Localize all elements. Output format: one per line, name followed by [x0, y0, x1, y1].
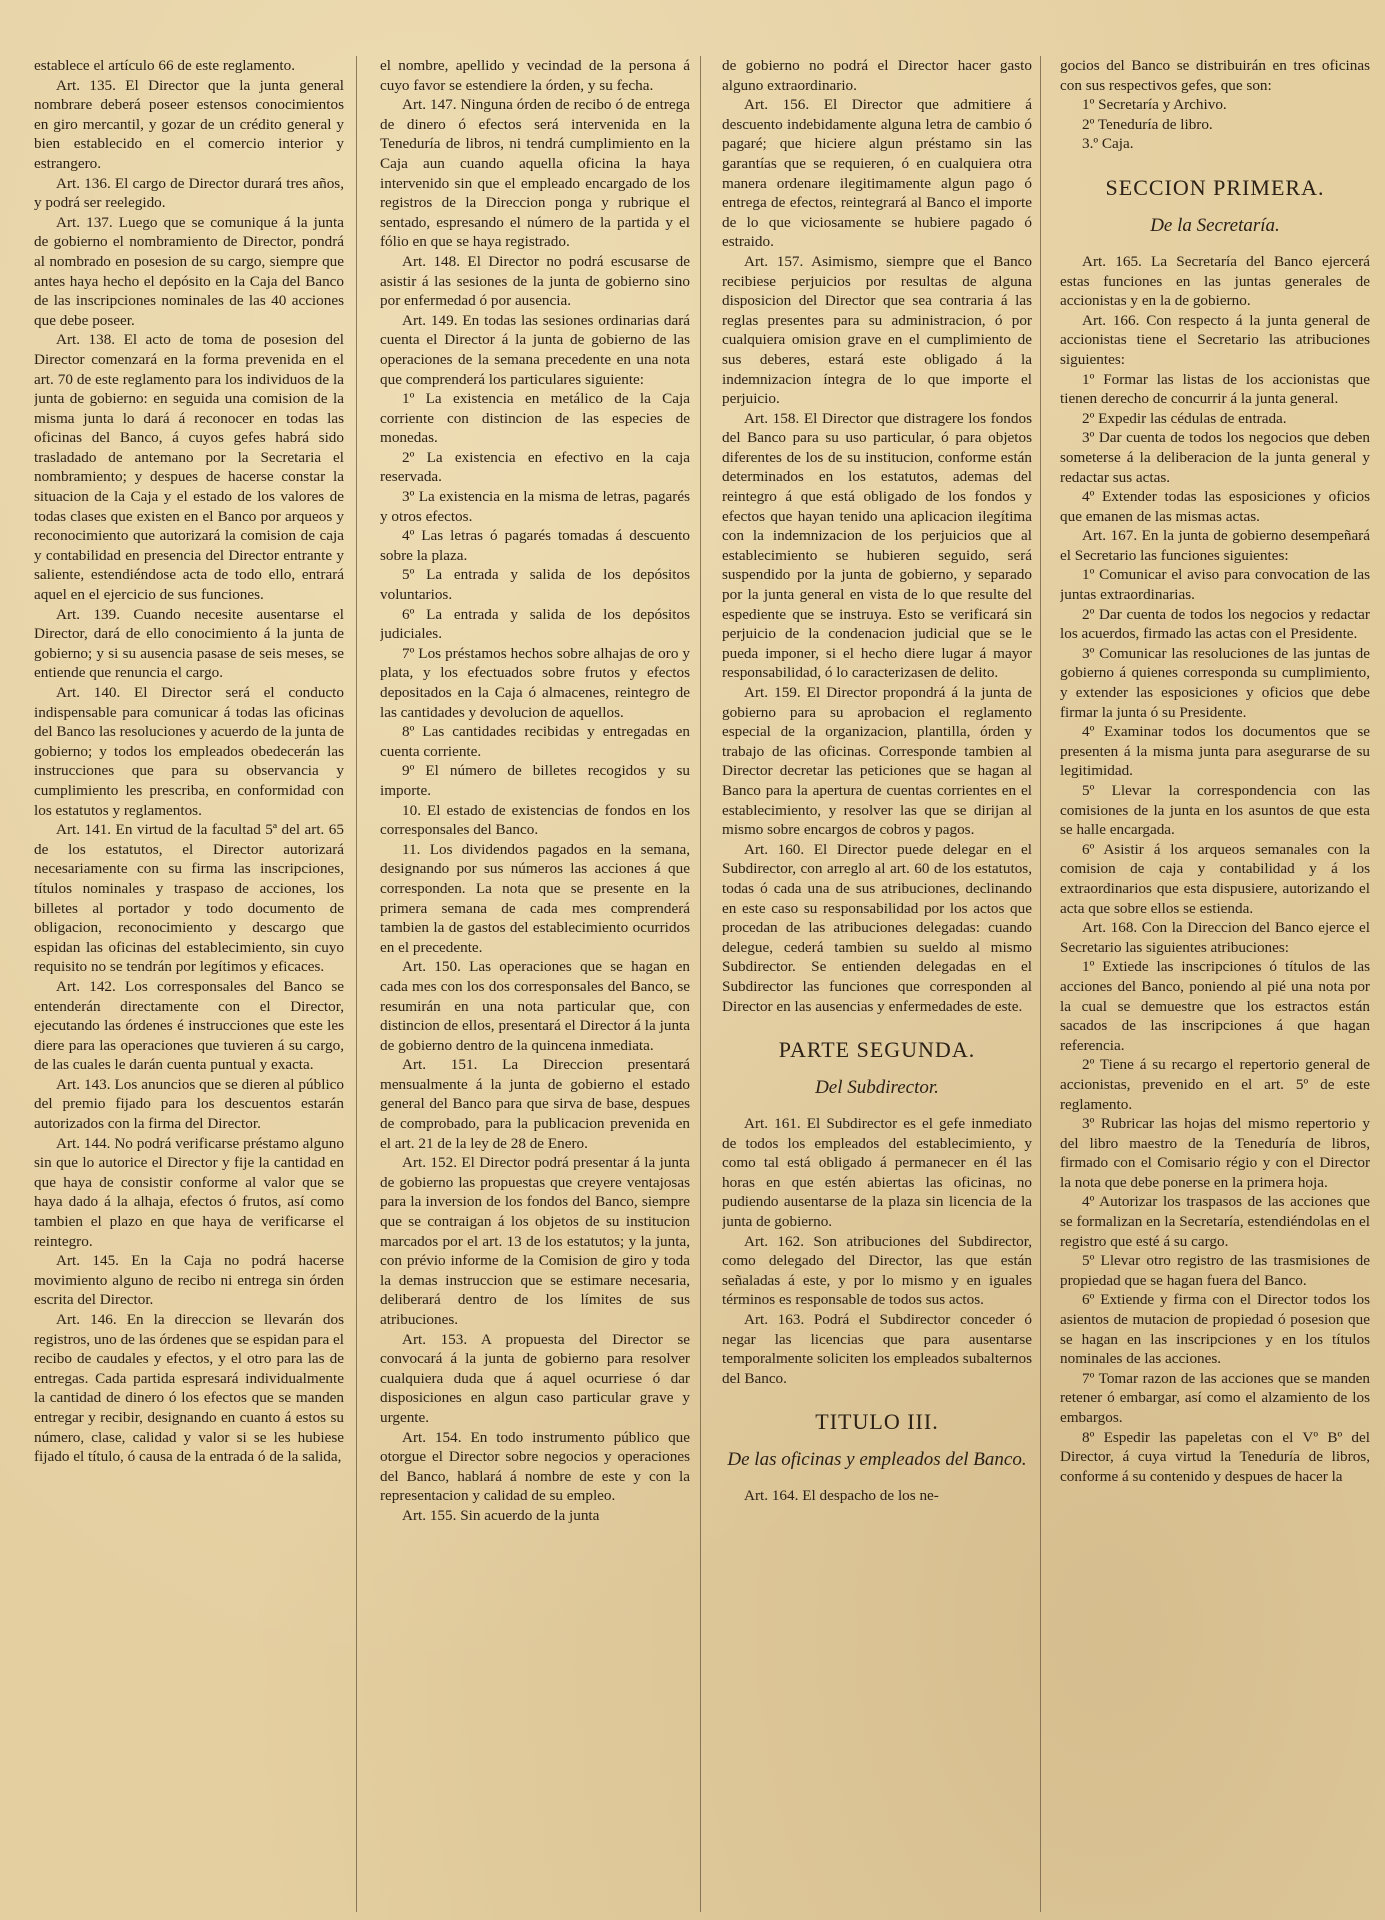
- article-paragraph: establece el artículo 66 de este reglamento.: [34, 57, 296, 74]
- list-item: 3º La existencia en la misma de letras, pagarés y otros efectos.: [380, 488, 690, 525]
- article-paragraph: Art. 136. El cargo de Director durará tres años, y podrá ser reelegido.: [34, 174, 344, 212]
- section-subheading: De las oficinas y empleados del Banco.: [727, 1449, 1027, 1471]
- section-subheading: De la Secretaría.: [1150, 214, 1280, 236]
- list-item: 6º La entrada y salida de los depósitos judiciales.: [380, 605, 690, 643]
- list-item: 3º Rubricar las hojas del mismo repertorio y del libro maestro de la Teneduría de libros, firmado con el Comisario régio y con el Director la nota que debe ponerse en la primera hoja.: [1060, 1115, 1370, 1191]
- article-paragraph: Art. 141. En virtud de la facultad 5ª del art. 65 de los estatutos, el Director autorizará necesariamente con su firma las inscripciones, títulos nominales y traspaso de acciones, los billetes al portador y todo documento de obligacion, reconocimiento y descargo que espidan las oficinas del establecimiento, sin cuyo requisito no se tendrán por legítimos y eficaces.: [34, 821, 344, 976]
- text-column-3: [722, 56, 1032, 1916]
- article-paragraph: Art. 147. Ninguna órden de recibo ó de entrega de dinero ó efectos será intervenida en la Teneduría de libros, ni tendrá cumplimiento en la Caja aun cuando aquella oficina la haya intervenido sin que el empleado encargado de los registros de la Direccion ponga y rubrique el sentado, espresando el número de la partida y el fólio en que se haya registrado.: [380, 96, 690, 251]
- list-item: 7º Los préstamos hechos sobre alhajas de oro y plata, y los efectuados sobre frutos y efectos depositados en la Caja ó almacenes, reintegro de las cantidades y devolucion de aquellos.: [380, 644, 690, 721]
- list-item: 4º Autorizar los traspasos de las acciones que se formalizan en la Secretaría, estendiéndolas en el registro que esté á su cargo.: [1060, 1193, 1370, 1250]
- list-item: 2º La existencia en efectivo en la caja reservada.: [380, 448, 690, 486]
- article-paragraph: Art. 168. Con la Direccion del Banco ejerce el Secretario las siguientes atribuciones:: [1060, 919, 1370, 956]
- article-paragraph: Art. 165. La Secretaría del Banco ejercerá estas funciones en las juntas generales de accionistas y en la de gobierno.: [1060, 252, 1370, 310]
- article-paragraph: de gobierno no podrá el Director hacer gasto alguno extraordinario.: [722, 57, 1032, 94]
- article-paragraph: Art. 163. Podrá el Subdirector conceder ó negar las licencias que para ausentarse temporalmente soliciten los empleados subalternos del Banco.: [722, 1311, 1032, 1387]
- list-item: 6º Asistir á los arqueos semanales con la comision de caja y contabilidad y á los extraordinarios que esta dispusiere, autorizando el acta que sobre ellos se estienda.: [1060, 840, 1370, 917]
- article-paragraph: Art. 144. No podrá verificarse préstamo alguno sin que lo autorice el Director y fije la cantidad en que haya de consistir conforme al valor que se haya dado á la alhaja, efectos ó frutos, así como tambien el plazo en que haya de verificarse el reintegro.: [34, 1134, 344, 1250]
- article-paragraph: Art. 166. Con respecto á la junta general de accionistas tiene el Secretario las atribuciones siguientes:: [1060, 311, 1370, 368]
- list-item: 1º La existencia en metálico de la Caja corriente con distincion de las especies de monedas.: [380, 390, 690, 447]
- text-column-2: [380, 56, 690, 1916]
- article-paragraph: Art. 146. En la direccion se llevarán dos registros, uno de las órdenes que se espidan para el recibo de caudales y efectos, y el otro para las de entregas. Cada partida espresará individualmente la cantidad de dinero ó los efectos que se manden entregar y recibir, designando en cuanto á estos su número, clase, calidad y valor si se les hubiese fijado el título, ó causa de la entrada ó de la salida,: [34, 1311, 344, 1466]
- article-paragraph: Art. 162. Son atribuciones del Subdirector, como delegado del Director, las que están señaladas á este, y por lo mismo y en iguales términos es responsable de todos sus actos.: [722, 1232, 1032, 1309]
- article-paragraph: Art. 139. Cuando necesite ausentarse el Director, dará de ello conocimiento á la junta de gobierno; y si su ausencia pasase de seis meses, se entiende que renuncia el cargo.: [34, 605, 344, 682]
- list-item: 5º Llevar la correspondencia con las comisiones de la junta en los asuntos de que esta se halle encargada.: [1060, 782, 1370, 839]
- article-paragraph: gocios del Banco se distribuirán en tres oficinas con sus respectivos gefes, que son:: [1060, 57, 1370, 94]
- section-heading: PARTE SEGUNDA.: [778, 1037, 976, 1063]
- list-item: 8º Las cantidades recibidas y entregadas en cuenta corriente.: [380, 723, 690, 760]
- article-paragraph: Art. 145. En la Caja no podrá hacerse movimiento alguno de recibo ni entrega sin órden escrita del Director.: [34, 1252, 344, 1309]
- text-column-1: [34, 56, 344, 1916]
- article-paragraph: Art. 167. En la junta de gobierno desempeñará el Secretario las funciones siguientes:: [1060, 527, 1370, 564]
- list-item: 8º Espedir las papeletas con el Vº Bº del Director, á cuya virtud la Teneduría de libros, conforme á su contenido y despues de hacer la: [1060, 1428, 1370, 1485]
- list-item: 1º Secretaría y Archivo.: [1082, 96, 1227, 114]
- list-item: 2º Dar cuenta de todos los negocios y redactar los acuerdos, firmado las actas con el Presidente.: [1060, 605, 1370, 643]
- list-item: 4º Examinar todos los documentos que se presenten á la misma junta para asegurarse de su legitimidad.: [1060, 723, 1370, 780]
- list-item: 1º Extiede las inscripciones ó títulos de las acciones del Banco, poniendo al pié una nota por la cual se demuestre que los estractos están sacados de las inscripciones á que hagan referencia.: [1060, 958, 1370, 1054]
- article-paragraph: Art. 156. El Director que admitiere á descuento indebidamente alguna letra de cambio ó pagaré; que hiciere algun préstamo sin las garantías que se requieren, ó en cualquiera otra manera ordenare ilegitimamente algun pago ó entrega de efectos, reintegrará al Banco el importe de lo que viciosamente se hubiere pagado ó estraido.: [722, 96, 1032, 251]
- list-item: 3.º Caja.: [1082, 135, 1134, 153]
- article-paragraph: Art. 155. Sin acuerdo de la junta: [402, 1506, 600, 1524]
- article-paragraph: Art. 153. A propuesta del Director se convocará á la junta de gobierno para resolver cualquiera duda que á aquel ocurriese ó dar disposiciones en algun caso particular grave y urgente.: [380, 1330, 690, 1426]
- article-paragraph: Art. 138. El acto de toma de posesion del Director comenzará en la forma prevenida en el art. 70 de este reglamento para los individuos de la junta de gobierno: en seguida una comision de la misma junta lo dará á reconocer en todas las oficinas del Banco, á cuyos gefes habrá sido trasladado de antemano por la Secretaria el nombramiento; y despues de hacerse constar la situacion de la Caja y el estado de los valores de todas clases que existen en el Banco por arqueos y reconocimiento que autorizará la comision de caja y contabilidad en presencia del Director entrante y saliente, estendiéndose acta de todo ello, entrará aquel en el ejercicio de sus funciones.: [34, 331, 344, 604]
- list-item: 11. Los dividendos pagados en la semana, designando por sus números las acciones á que corresponden. La nota que se presente en la primera semana de cada mes comprenderá tambien la de gastos del establecimiento ocurridos en el precedente.: [380, 840, 690, 956]
- list-item: 2º Expedir las cédulas de entrada.: [1082, 409, 1287, 427]
- section-heading: TITULO III.: [815, 1409, 939, 1435]
- article-paragraph: Art. 142. Los corresponsales del Banco se entenderán directamente con el Director, ejecutando las órdenes é instrucciones que este les diere para las operaciones que tuvieren á su cargo, de las cuales le darán cuenta puntual y exacta.: [34, 977, 344, 1074]
- section-subheading: Del Subdirector.: [815, 1077, 939, 1099]
- list-item: 2º Teneduría de libro.: [1082, 115, 1213, 133]
- article-paragraph: Art. 137. Luego que se comunique á la junta de gobierno el nombramiento de Director, pondrá al nombrado en posesion de su cargo, siempre que antes haya hecho el depósito en la Caja del Banco de las inscripciones nominales de las 40 acciones que debe poseer.: [34, 213, 344, 329]
- article-paragraph: Art. 157. Asimismo, siempre que el Banco recibiese perjuicios por resultas de alguna disposicion del Director que sea contraria á las reglas presentes para su administracion, ó por cualquiera omision grave en el cumplimiento de sus deberes, estará este obligado á la indemnizacion íntegra de lo que importe el perjuicio.: [722, 252, 1032, 408]
- list-item: 4º Las letras ó pagarés tomadas á descuento sobre la plaza.: [380, 527, 690, 564]
- article-paragraph: Art. 135. El Director que la junta general nombrare deberá poseer estensos conocimientos en giro mercantil, y gozar de un crédito general y bien establecido en el comercio interior y estrangero.: [34, 76, 344, 172]
- article-paragraph: Art. 150. Las operaciones que se hagan en cada mes con los dos corresponsales del Banco, se resumirán en una nota particular que, con distincion de ellos, presentará el Director á la junta de gobierno dentro de la quincena inmediata.: [380, 958, 690, 1054]
- article-paragraph: Art. 143. Los anuncios que se dieren al público del premio fijado para los descuentos estarán autorizados con la firma del Director.: [34, 1075, 344, 1133]
- list-item: 2º Tiene á su recargo el repertorio general de accionistas, prevenido en el art. 5º de este reglamento.: [1060, 1056, 1370, 1113]
- article-paragraph: Art. 154. En todo instrumento público que otorgue el Director sobre negocios y operaciones del Banco, hablará á nombre de este y con la representacion y calidad de su empleo.: [380, 1428, 690, 1505]
- article-paragraph: Art. 152. El Director podrá presentar á la junta de gobierno las propuestas que creyere ventajosas para la inversion de los fondos del Banco, siempre que se contraigan á los objetos de su institucion marcados por el art. 13 de los estatutos; y la junta, con prévio informe de la Comision de giro y toda la demas instruccion que se estimare necesaria, deliberará dentro de los límites de sus atribuciones.: [380, 1154, 690, 1328]
- article-paragraph: el nombre, apellido y vecindad de la persona á cuyo favor se estendiere la órden, y su fecha.: [380, 57, 690, 94]
- article-paragraph: Art. 161. El Subdirector es el gefe inmediato de todos los empleados del establecimiento, y como tal está obligado á permanecer en él las horas en que estén abiertas las oficinas, no pudiendo ausentarse de la plaza sin licencia de la junta de gobierno.: [722, 1115, 1032, 1231]
- list-item: 4º Extender todas las esposiciones y oficios que emanen de las mismas actas.: [1060, 488, 1370, 525]
- list-item: 3º Dar cuenta de todos los negocios que deben someterse á la deliberacion de la junta general y redactar sus actas.: [1060, 429, 1370, 486]
- list-item: 5º La entrada y salida de los depósitos voluntarios.: [380, 566, 690, 604]
- article-paragraph: Art. 159. El Director propondrá á la junta de gobierno para su aprobacion el reglamento especial de la organizacion, plantilla, órden y trabajo de las oficinas. Corresponde tambien al Director decretar las peticiones que se hagan al Banco para la apertura de cuentas corrientes en el establecimiento, y resolver las que se dirijan al mismo sobre encargos de cobros y pagos.: [722, 684, 1032, 839]
- list-item: 7º Tomar razon de las acciones que se manden retener ó embargar, así como el alzamiento de los embargos.: [1060, 1369, 1370, 1426]
- list-item: 5º Llevar otro registro de las trasmisiones de propiedad que se hagan fuera del Banco.: [1060, 1252, 1370, 1289]
- article-paragraph: Art. 160. El Director puede delegar en el Subdirector, con arreglo al art. 60 de los estatutos, todas ó cada una de sus atribuciones, declinando en este caso su responsabilidad por los actos que procedan de las atribuciones delegadas: cuando delegue, cederá tambien su sueldo al mismo Subdirector. Se entienden delegadas en el Subdirector las funciones que corresponden al Director en las ausencias y enfermedades de este.: [722, 840, 1032, 1015]
- article-paragraph: Art. 149. En todas las sesiones ordinarias dará cuenta el Director á la junta de gobierno de las operaciones de la semana precedente en una nota que comprenderá los particulares siguiente:: [380, 311, 690, 388]
- list-item: 9º El número de billetes recogidos y su importe.: [380, 762, 690, 799]
- article-paragraph: Art. 158. El Director que distragere los fondos del Banco para su uso particular, ó para objetos diferentes de los de su institucion, conforme están determinados en los estatutos, ademas del reintegro á que está obligado de los fondos y efectos que hayan tenido una aplicacion ilegítima con la indemnizacion de los perjuicios que al establecimiento se hubieren seguido, será suspendido por la junta de gobierno, y separado por la junta general en vista de lo que resulte del espediente que se instruya. Esto se verificará sin perjuicio de la condenacion judicial que se le pueda imponer, si el hecho diere lugar á mayor responsabilidad, ó lo caracterizasen de delito.: [722, 409, 1032, 682]
- section-heading: SECCION PRIMERA.: [1105, 174, 1325, 200]
- list-item: 3º Comunicar las resoluciones de las juntas de gobierno á quienes corresponda su cumplimiento, y extender las esposiciones y oficios que debe firmar la junta ó su Presidente.: [1060, 644, 1370, 721]
- article-paragraph: Art. 140. El Director será el conducto indispensable para comunicar á todas las oficinas del Banco las resoluciones y acuerdo de la junta de gobierno; y todos los empleados obedecerán las instrucciones que para su observancia y cumplimiento les prescriba, en conformidad con los estatutos y reglamentos.: [34, 684, 344, 819]
- text-column-4: [1060, 56, 1370, 1916]
- list-item: 6º Extiende y firma con el Director todos los asientos de mutacion de propiedad ó posesion que se hagan en las inscripciones y en los títulos nominales de las acciones.: [1060, 1291, 1370, 1368]
- article-paragraph: Art. 151. La Direccion presentará mensualmente á la junta de gobierno el estado general del Banco para que sirva de base, despues de comprobado, para la publicacion prevenida en el art. 21 de la ley de 28 de Enero.: [380, 1056, 690, 1152]
- list-item: 10. El estado de existencias de fondos en los corresponsales del Banco.: [380, 801, 690, 839]
- list-item: 1º Formar las listas de los accionistas que tienen derecho de concurrir á la junta general.: [1060, 370, 1370, 408]
- list-item: 1º Comunicar el aviso para convocation de las juntas extraordinarias.: [1060, 566, 1370, 604]
- article-paragraph: Art. 148. El Director no podrá escusarse de asistir á las sesiones de la junta de gobierno sino por enfermedad ó por ausencia.: [380, 252, 690, 310]
- column-rule: [700, 56, 701, 1912]
- article-paragraph: Art. 164. El despacho de los ne-: [744, 1487, 939, 1505]
- column-rule: [356, 56, 357, 1912]
- column-rule: [1040, 56, 1041, 1912]
